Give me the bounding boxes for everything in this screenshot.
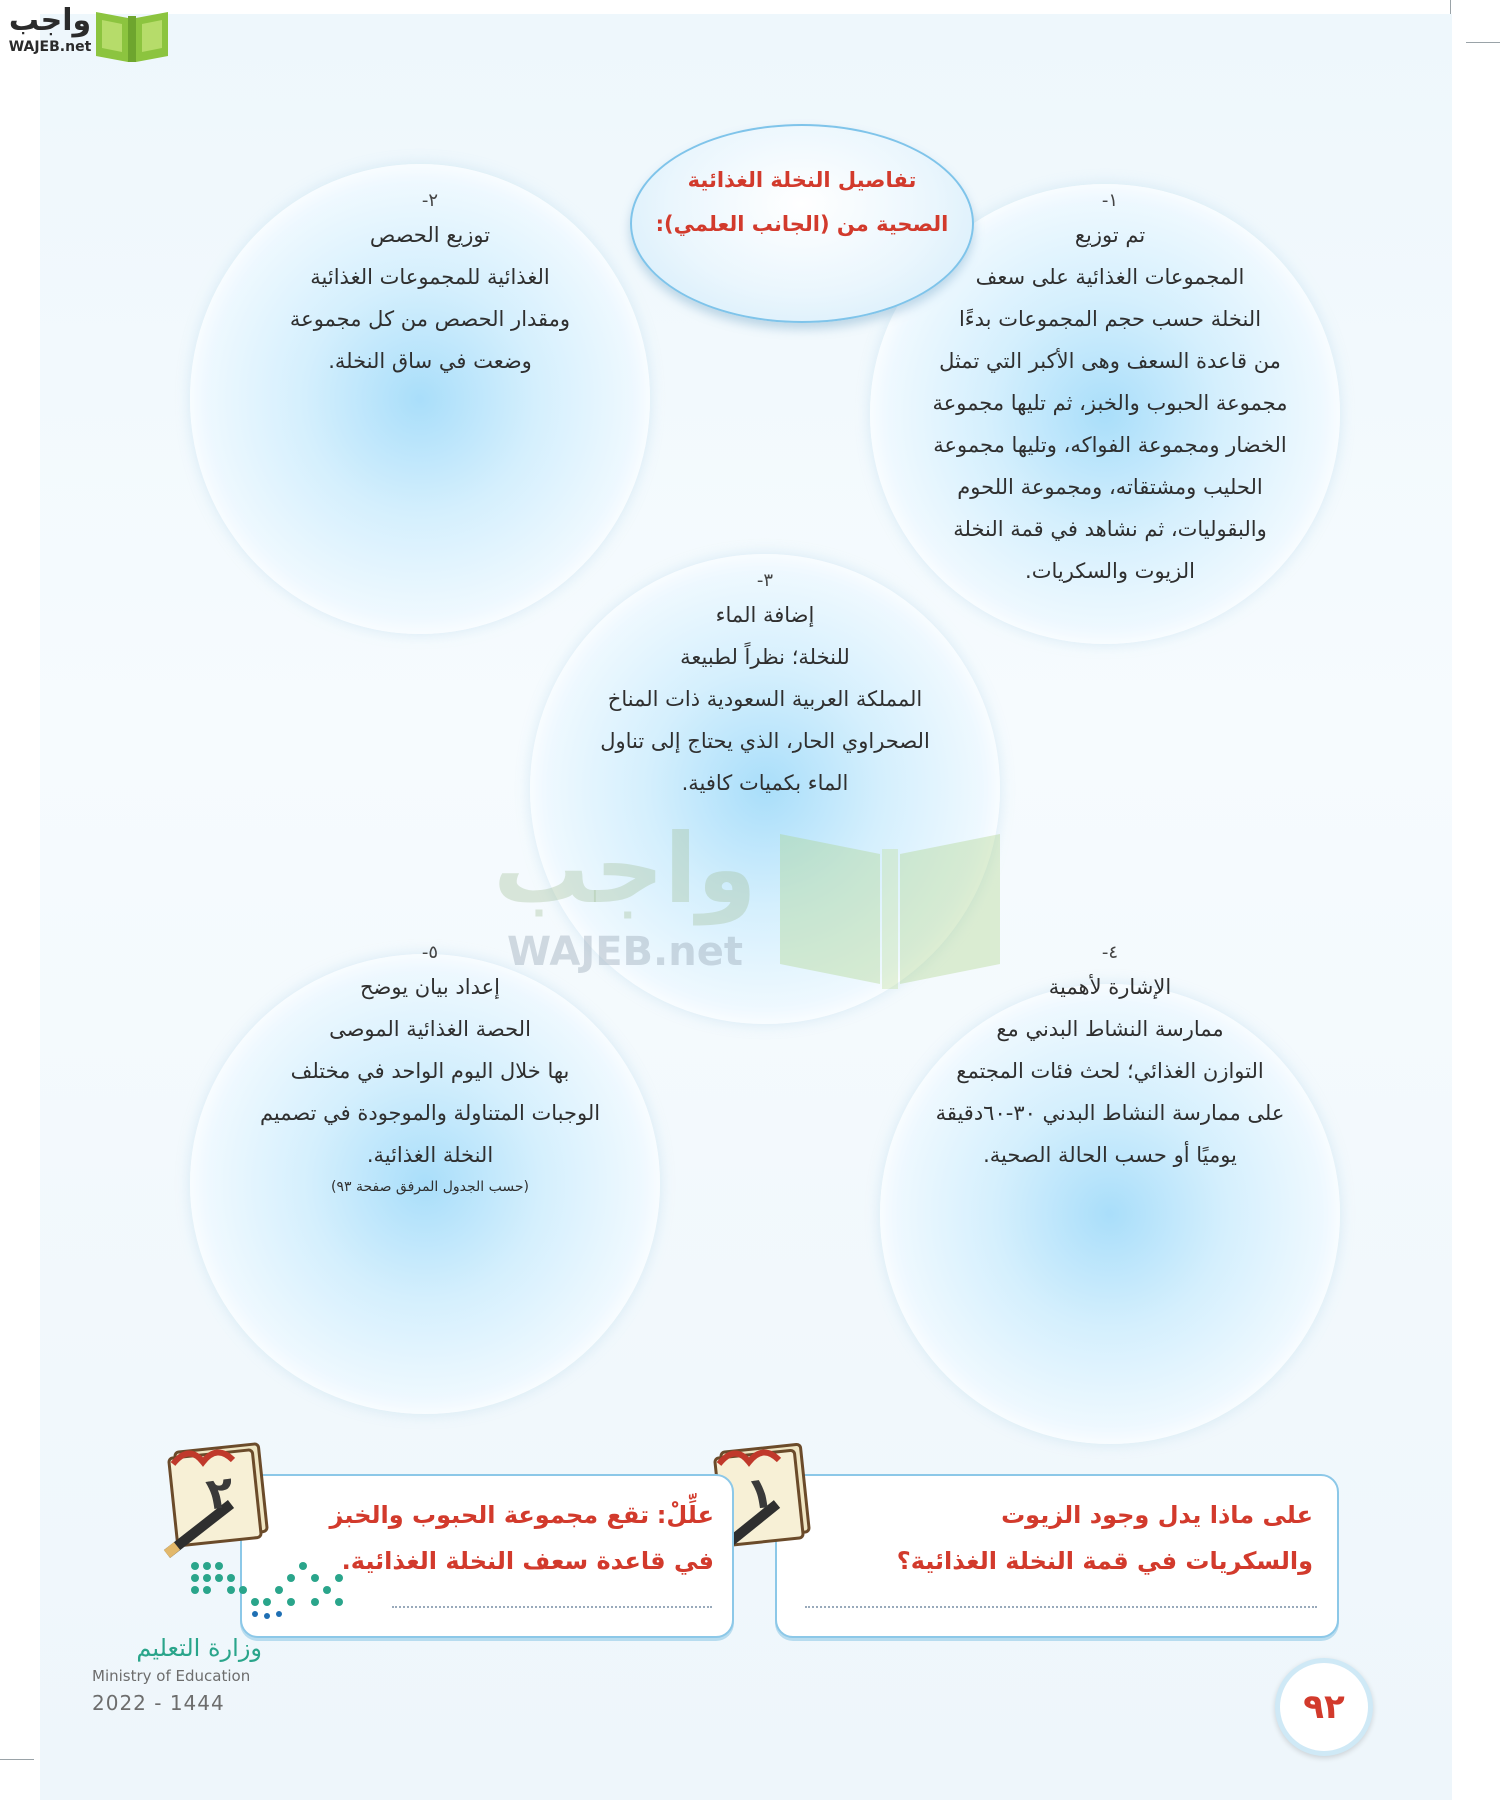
- item-line: الحصة الغذائية الموصى: [329, 1017, 531, 1041]
- item-5: [220, 940, 640, 1198]
- item-line: الصحراوي الحار، الذي يحتاج إلى تناول: [600, 729, 930, 753]
- question-1-line-1: على ماذا يدل وجود الزيوت: [1001, 1501, 1313, 1529]
- item-line: الخضار ومجموعة الفواكه، وتليها مجموعة: [933, 433, 1287, 457]
- item-line: المملكة العربية السعودية ذات المناخ: [607, 687, 923, 711]
- item-number: ٢-: [421, 190, 439, 211]
- question-2-answer-line[interactable]: [392, 1606, 712, 1608]
- wajeb-book-icon: [94, 6, 170, 64]
- item-line: الغذائية للمجموعات الغذائية: [310, 265, 550, 289]
- item-line: وضعت في ساق النخلة.: [328, 349, 532, 373]
- item-line: النخلة الغذائية.: [366, 1143, 494, 1167]
- item-number: ٤-: [1101, 942, 1119, 963]
- item-line: من قاعدة السعف وهى الأكبر التي تمثل: [939, 349, 1281, 373]
- question-1-text: [853, 1492, 1313, 1584]
- item-1: [900, 188, 1320, 592]
- wajeb-logo-latin: WAJEB.net: [8, 39, 92, 55]
- question-1-line-2: والسكريات في قمة النخلة الغذائية؟: [896, 1547, 1313, 1575]
- question-1-box: [775, 1474, 1339, 1638]
- item-line: على ممارسة النشاط البدني ٣٠-٦٠دقيقة: [935, 1101, 1285, 1125]
- ministry-dots-icon: [185, 1556, 355, 1626]
- item-line: الماء بكميات كافية.: [681, 771, 849, 795]
- page: [40, 14, 1452, 1800]
- crop-mark: [1466, 42, 1500, 43]
- item-line: بها خلال اليوم الواحد في مختلف: [290, 1059, 570, 1083]
- title-line-2: الصحية من (الجانب العلمي):: [655, 212, 949, 236]
- question-2-line-2: في قاعدة سعف النخلة الغذائية.: [341, 1547, 714, 1575]
- crop-mark: [0, 1759, 34, 1760]
- question-2-prefix: علِّلْ:: [656, 1501, 714, 1529]
- item-line: التوازن الغذائي؛ لحث فئات المجتمع: [956, 1059, 1264, 1083]
- item-line: مجموعة الحبوب والخبز، ثم تليها مجموعة: [932, 391, 1288, 415]
- watermark-latin: WAJEB.net: [507, 929, 743, 975]
- item-line: للنخلة؛ نظراً لطبيعة: [680, 645, 850, 669]
- item-line: يوميًا أو حسب الحالة الصحية.: [983, 1143, 1237, 1167]
- item-line: ممارسة النشاط البدني مع: [996, 1017, 1224, 1041]
- item-line: والبقوليات، ثم نشاهد في قمة النخلة: [953, 517, 1267, 541]
- question-1-number: ١: [743, 1466, 777, 1521]
- item-number: ٥-: [421, 942, 439, 963]
- item-note: (حسب الجدول المرفق صفحة ٩٣): [331, 1179, 529, 1195]
- ministry-english: Ministry of Education: [92, 1667, 251, 1685]
- item-line: الوجبات المتناولة والموجودة في تصميم: [259, 1101, 601, 1125]
- item-number: ١-: [1101, 190, 1119, 211]
- question-2-number: ٢: [203, 1466, 237, 1521]
- ministry-year: 2022 - 1444: [92, 1691, 225, 1715]
- page-number: ٩٢: [1275, 1658, 1373, 1756]
- item-line: توزيع الحصص: [369, 223, 491, 247]
- question-1-answer-line[interactable]: [805, 1606, 1317, 1608]
- item-2: [240, 188, 620, 382]
- item-line: ومقدار الحصص من كل مجموعة: [289, 307, 571, 331]
- item-number: ٣-: [756, 570, 774, 591]
- watermark-arabic: واجب: [493, 813, 757, 925]
- wajeb-logo-arabic: واجب: [8, 3, 92, 38]
- item-line: الإشارة لأهمية: [1048, 975, 1172, 999]
- item-4: [900, 940, 1320, 1176]
- item-line: النخلة حسب حجم المجموعات بدءًا: [958, 307, 1262, 331]
- item-line: إعداد بيان يوضح: [359, 975, 500, 999]
- title-line-1: تفاصيل النخلة الغذائية: [687, 168, 917, 192]
- question-2-line-1: تقع مجموعة الحبوب والخبز: [329, 1501, 650, 1529]
- item-line: تم توزيع: [1074, 223, 1146, 247]
- item-line: المجموعات الغذائية على سعف: [975, 265, 1245, 289]
- item-line: الحليب ومشتقاته، ومجموعة اللحوم: [957, 475, 1263, 499]
- item-line: الزيوت والسكريات.: [1025, 559, 1195, 583]
- item-line: إضافة الماء: [715, 603, 815, 627]
- ministry-arabic: وزارة التعليم: [136, 1634, 262, 1662]
- item-3: [565, 568, 965, 804]
